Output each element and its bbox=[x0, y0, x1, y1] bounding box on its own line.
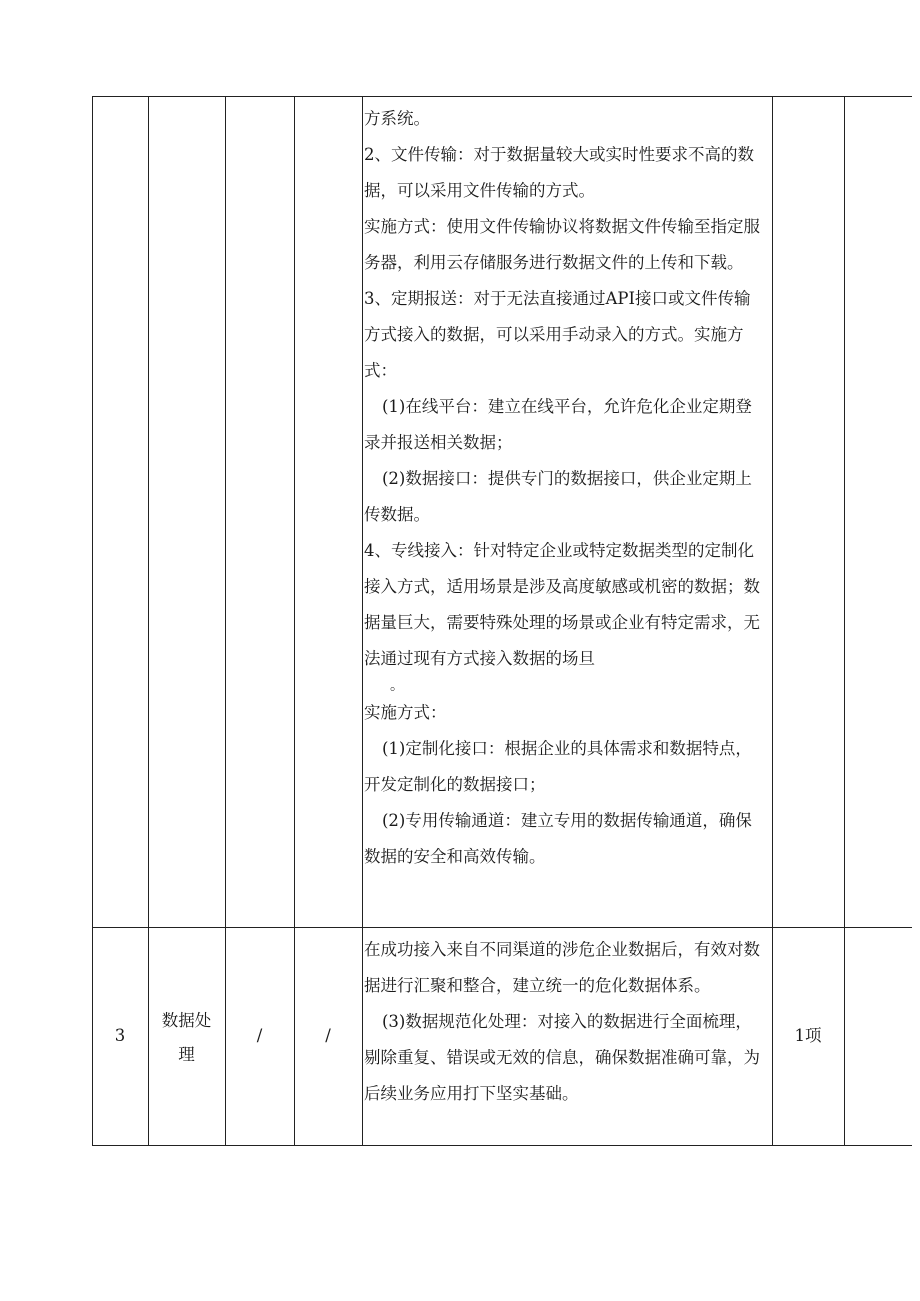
description-line: 式： bbox=[364, 361, 397, 380]
description-line: 接入方式，适用场景是涉及高度敏感或机密的数据；数 bbox=[364, 577, 760, 596]
col-border bbox=[148, 96, 149, 1146]
description-line: (1)在线平台：建立在线平台，允许危化企业定期登 bbox=[382, 397, 752, 416]
spec-table bbox=[92, 96, 912, 1146]
column4-cell: / bbox=[325, 1026, 331, 1045]
description-line: 实施方式： bbox=[364, 703, 447, 722]
description-line: 剔除重复、错误或无效的信息，确保数据准确可靠，为 bbox=[364, 1048, 760, 1067]
description-line: 开发定制化的数据接口； bbox=[364, 775, 546, 794]
description-line: 4、专线接入：针对特定企业或特定数据类型的定制化 bbox=[364, 541, 754, 560]
col-border bbox=[362, 96, 363, 1146]
description-line: 据，可以采用文件传输的方式。 bbox=[364, 181, 595, 200]
description-line: 3、定期报送：对于无法直接通过API接口或文件传输 bbox=[364, 289, 751, 308]
description-line: 。 bbox=[390, 678, 404, 694]
table-top-border bbox=[92, 96, 912, 97]
description-line: 传数据。 bbox=[364, 505, 430, 524]
description-line: (1)定制化接口：根据企业的具体需求和数据特点， bbox=[382, 739, 752, 758]
item-name-line: 理 bbox=[178, 1045, 195, 1064]
description-line: (2)专用传输通道：建立专用的数据传输通道，确保 bbox=[382, 811, 752, 830]
row-divider bbox=[92, 927, 912, 928]
description-line: 法通过现有方式接入数据的场旦 bbox=[364, 649, 595, 668]
description-line: 后续业务应用打下坚实基础。 bbox=[364, 1084, 579, 1103]
table-bottom-border bbox=[92, 1145, 912, 1146]
description-line: (2)数据接口：提供专门的数据接口，供企业定期上 bbox=[382, 469, 752, 488]
description-line: 数据的安全和高效传输。 bbox=[364, 847, 546, 866]
description-line: 据进行汇聚和整合，建立统一的危化数据体系。 bbox=[364, 976, 711, 995]
col-border bbox=[294, 96, 295, 1146]
description-line: 方式接入的数据，可以采用手动录入的方式。实施方 bbox=[364, 325, 744, 344]
description-line: 方系统。 bbox=[364, 109, 430, 128]
row-number: 3 bbox=[114, 1026, 126, 1045]
description-line: 务器，利用云存储服务进行数据文件的上传和下载。 bbox=[364, 253, 744, 272]
description-line: 在成功接入来自不同渠道的涉危企业数据后，有效对数 bbox=[364, 940, 760, 959]
item-name-cell bbox=[148, 1004, 225, 1072]
quantity-cell: 1项 bbox=[794, 1026, 822, 1045]
col-border bbox=[772, 96, 773, 1146]
description-line: 据量巨大，需要特殊处理的场景或企业有特定需求，无 bbox=[364, 613, 760, 632]
item-name-line: 数据处 bbox=[161, 1011, 212, 1030]
col-border bbox=[92, 96, 93, 1146]
description-line: 2、文件传输：对于数据量较大或实时性要求不高的数 bbox=[364, 145, 754, 164]
row3-description-cell bbox=[364, 932, 772, 1112]
col-border bbox=[844, 96, 845, 1146]
column3-cell: / bbox=[256, 1026, 263, 1045]
description-line: (3)数据规范化处理：对接入的数据进行全面梳理， bbox=[382, 1012, 752, 1031]
continuation-description-cell bbox=[364, 101, 772, 875]
description-line: 实施方式：使用文件传输协议将数据文件传输至指定服 bbox=[364, 217, 760, 236]
col-border bbox=[225, 96, 226, 1146]
description-line: 录并报送相关数据； bbox=[364, 433, 513, 452]
